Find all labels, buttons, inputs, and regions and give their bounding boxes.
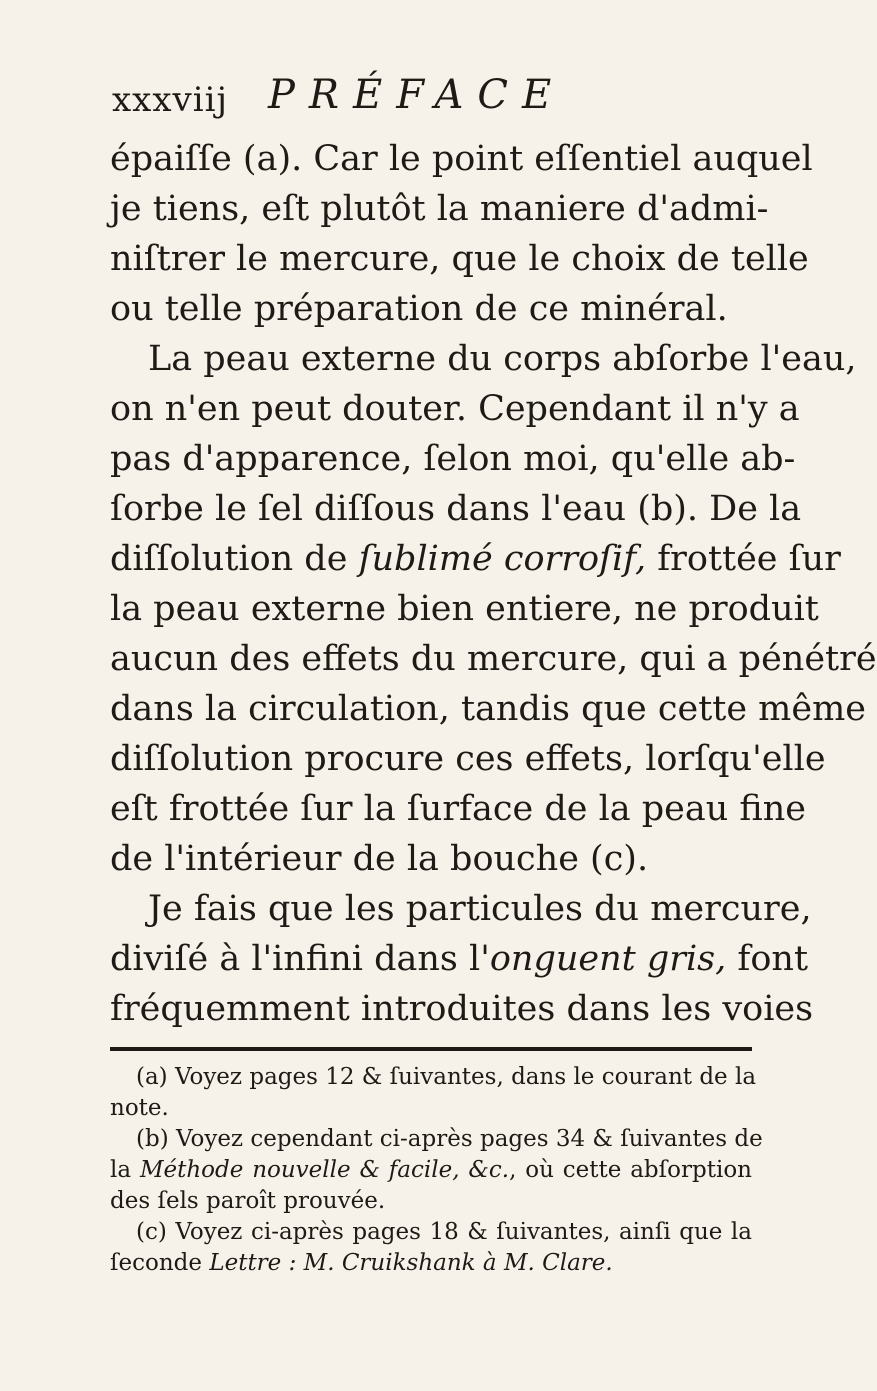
footnote-line: (a) Voyez pages 12 & ſuivantes, dans le courant de la — [136, 1064, 757, 1090]
text-line — [110, 534, 841, 584]
page-number: xxxviij — [112, 80, 229, 120]
italic-title: Lettre : M. Cruikshank à M. Clare. — [209, 1250, 613, 1276]
text-line: je tiens, eſt plutôt la maniere d'admi- — [110, 189, 769, 229]
italic-term: onguent gris, — [489, 939, 727, 979]
running-head — [112, 66, 732, 136]
text-segment: ſeconde — [110, 1250, 210, 1276]
text-line: de l'intérieur de la bouche (c). — [110, 839, 649, 879]
text-segment: frottée ſur — [646, 539, 841, 579]
text-line: ſorbe le ſel diſſous dans l'eau (b). De la — [110, 489, 802, 529]
text-line: aucun des effets du mercure, qui a pénétré — [110, 639, 877, 679]
text-line: eſt frottée ſur la ſurface de la peau fine — [110, 789, 807, 829]
text-line: fréquemment introduites dans les voies — [110, 989, 814, 1029]
footnote-line — [110, 1155, 752, 1186]
text-line: dans la circulation, tandis que cette même — [110, 689, 866, 729]
footnote-line: (b) Voyez cependant ci-après pages 34 & ſuivantes de — [136, 1126, 763, 1152]
text-segment: diſſolution de — [110, 539, 359, 579]
running-title: PRÉFACE — [268, 72, 566, 118]
footnote-line: des ſels paroît prouvée. — [110, 1188, 386, 1214]
italic-term: ſublimé corroſif, — [358, 539, 647, 579]
footnote-rule — [110, 1047, 752, 1051]
text-line: épaiſſe (a). Car le point eſſentiel auquel — [110, 139, 813, 179]
text-line: Je fais que les particules du mercure, — [148, 889, 812, 929]
text-line: niſtrer le mercure, que le choix de telle — [110, 239, 809, 279]
text-line: La peau externe du corps abſorbe l'eau, — [148, 339, 857, 379]
text-line: la peau externe bien entiere, ne produit — [110, 589, 819, 629]
text-segment: , où cette abſorption — [509, 1157, 752, 1183]
text-line — [110, 934, 809, 984]
text-line: ou telle préparation de ce minéral. — [110, 289, 728, 329]
main-text — [110, 134, 877, 1034]
text-segment: diviſé à l'infini dans l' — [110, 939, 490, 979]
italic-title: Méthode nouvelle & facile, &c. — [139, 1157, 510, 1183]
text-line: pas d'apparence, ſelon moi, qu'elle ab- — [110, 439, 796, 479]
text-segment: la — [110, 1157, 140, 1183]
footnotes — [110, 1062, 763, 1279]
text-line: on n'en peut douter. Cependant il n'y a — [110, 389, 800, 429]
footnote-line — [110, 1248, 752, 1279]
text-line: diſſolution procure ces effets, lorſqu'elle — [110, 739, 826, 779]
text-segment: font — [726, 939, 809, 979]
footnote-line: (c) Voyez ci-après pages 18 & ſuivantes, ainſi que la — [136, 1219, 752, 1245]
footnote-line: note. — [110, 1095, 169, 1121]
